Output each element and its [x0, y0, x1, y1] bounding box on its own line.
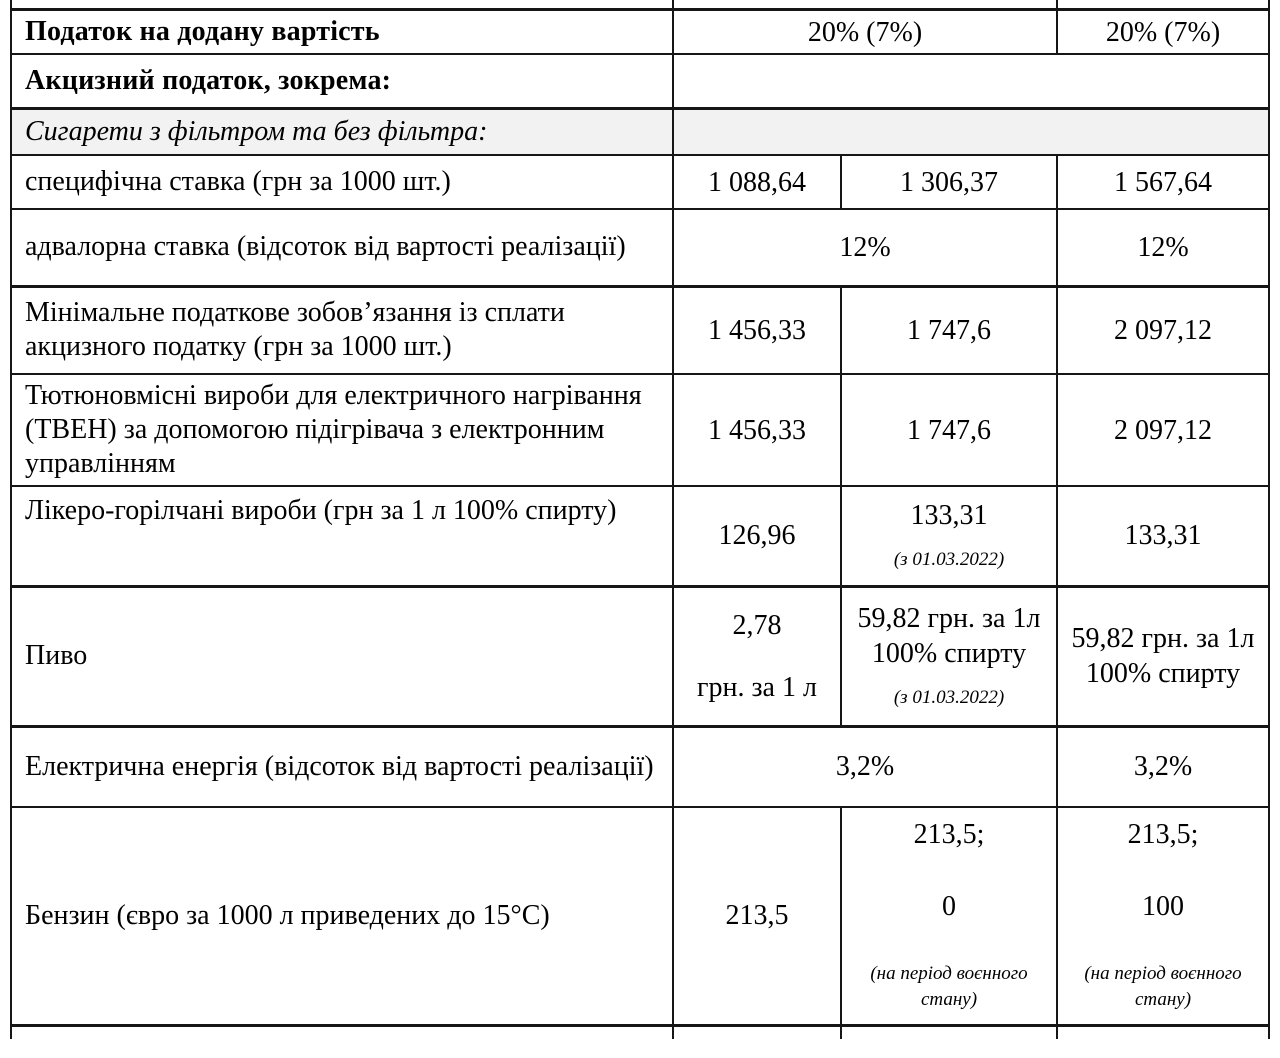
row-petrol-value-2-note: (на період воєнного стану)	[870, 962, 1028, 1010]
row-cigarettes-label: Сигарети з фільтром та без фільтра:	[11, 108, 673, 155]
table-row-tven	[11, 374, 1269, 486]
row-beer-value-1-unit: грн. за 1 л	[697, 671, 817, 703]
row-beer-value-1	[673, 586, 841, 726]
row-vat-label: Податок на додану вартість	[11, 10, 673, 55]
row-minimum-value-1: 1 456,33	[673, 286, 841, 374]
table-row-vat	[11, 10, 1269, 55]
row-spirits-label: Лікеро-горілчані вироби (грн за 1 л 100% спирту)	[11, 486, 673, 586]
empty-cell	[673, 0, 1057, 10]
row-spirits-value-2	[841, 486, 1057, 586]
table-row-specific-rate	[11, 155, 1269, 209]
tax-rates-table	[10, 0, 1270, 1039]
empty-cell	[673, 108, 1269, 155]
table-row-minimum-obligation	[11, 286, 1269, 374]
table-row-spirits	[11, 486, 1269, 586]
row-petrol-value-3-note: (на період воєнного стану)	[1084, 962, 1242, 1010]
row-specific-label: специфічна ставка (грн за 1000 шт.)	[11, 155, 673, 209]
table-row-electricity	[11, 726, 1269, 807]
empty-cell	[1057, 0, 1269, 10]
empty-cell	[673, 1025, 841, 1039]
table-row-excise-header	[11, 54, 1269, 108]
empty-cell	[11, 0, 673, 10]
row-beer-value-1-amount: 2,78	[732, 609, 782, 641]
row-beer-value-1-stack	[677, 608, 837, 705]
row-beer-value-2	[841, 586, 1057, 726]
row-petrol-value-3-base: 213,5;	[1127, 818, 1199, 850]
row-specific-value-2: 1 306,37	[841, 155, 1057, 209]
row-petrol-value-2-base: 213,5;	[913, 818, 985, 850]
row-advalorem-value-merged: 12%	[673, 209, 1057, 286]
row-petrol-value-3-wartime: 100	[1142, 890, 1184, 922]
empty-cell	[1057, 1025, 1269, 1039]
row-excise-label: Акцизний податок, зокрема:	[11, 54, 673, 108]
row-petrol-label: Бензин (євро за 1000 л приведених до 15°С)	[11, 807, 673, 1025]
row-beer-label: Пиво	[11, 586, 673, 726]
row-spirits-value-2-amount: 133,31	[910, 500, 988, 532]
row-petrol-value-3-stack	[1061, 813, 1265, 1019]
table-row-cigarettes-subheader	[11, 108, 1269, 155]
table-row-cutoff-top	[11, 0, 1269, 10]
table-row-advalorem-rate	[11, 209, 1269, 286]
row-tven-value-2: 1 747,6	[841, 374, 1057, 486]
row-minimum-value-3: 2 097,12	[1057, 286, 1269, 374]
row-petrol-value-3	[1057, 807, 1269, 1025]
row-electricity-value-merged: 3,2%	[673, 726, 1057, 807]
row-petrol-value-1: 213,5	[673, 807, 841, 1025]
row-tven-value-3: 2 097,12	[1057, 374, 1269, 486]
row-specific-value-3: 1 567,64	[1057, 155, 1269, 209]
row-spirits-value-1: 126,96	[673, 486, 841, 586]
table-row-beer	[11, 586, 1269, 726]
row-beer-value-3: 59,82 грн. за 1л 100% спирту	[1057, 586, 1269, 726]
row-petrol-value-2-stack	[845, 813, 1053, 1019]
row-electricity-value-last: 3,2%	[1057, 726, 1269, 807]
row-electricity-label: Електрична енергія (відсоток від вартості реалізації)	[11, 726, 673, 807]
row-minimum-value-2: 1 747,6	[841, 286, 1057, 374]
row-specific-value-1: 1 088,64	[673, 155, 841, 209]
row-tven-value-1: 1 456,33	[673, 374, 841, 486]
row-petrol-value-2	[841, 807, 1057, 1025]
row-beer-value-2-amount: 59,82 грн. за 1л 100% спирту	[857, 603, 1041, 669]
row-advalorem-label: адвалорна ставка (відсоток від вартості реалізації)	[11, 209, 673, 286]
row-beer-value-2-note: (з 01.03.2022)	[893, 687, 1005, 708]
row-spirits-value-2-note: (з 01.03.2022)	[893, 549, 1005, 571]
row-vat-value-merged: 20% (7%)	[673, 10, 1057, 55]
empty-cell	[11, 1025, 673, 1039]
empty-cell	[841, 1025, 1057, 1039]
row-spirits-value-3: 133,31	[1057, 486, 1269, 586]
table-row-cutoff-bottom	[11, 1025, 1269, 1039]
table-row-petrol	[11, 807, 1269, 1025]
row-tven-label: Тютюновмісні вироби для електричного нагрівання (ТВЕН) за допомогою підігрівача з електронним управлінням	[11, 374, 673, 486]
row-advalorem-value-last: 12%	[1057, 209, 1269, 286]
row-minimum-label: Мінімальне податкове зобов’язання із сплати акцизного податку (грн за 1000 шт.)	[11, 286, 673, 374]
row-vat-value-last: 20% (7%)	[1057, 10, 1269, 55]
row-petrol-value-2-wartime: 0	[942, 890, 956, 922]
empty-cell	[673, 54, 1269, 108]
